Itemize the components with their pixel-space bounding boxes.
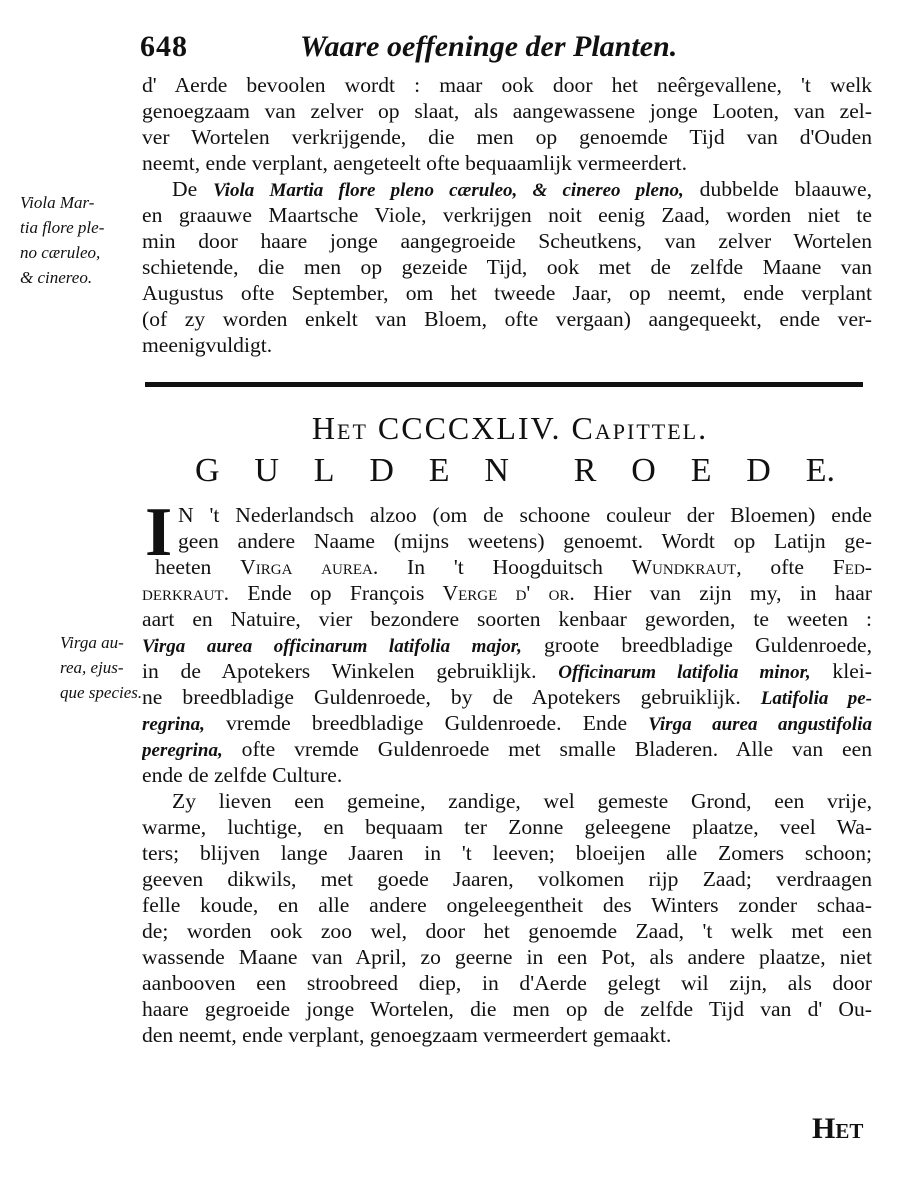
paragraph-intro-body xyxy=(142,580,872,788)
drop-cap: I xyxy=(145,494,173,571)
text-line: en graauwe Maartsche Viole, verkrijgen noit eenig Zaad, worden niet te xyxy=(142,203,872,227)
text-line: wassende Maane van April, zo geerne in een Pot, als andere plaatze, niet xyxy=(142,945,872,969)
latin-name: peregrina, xyxy=(142,740,223,761)
chapter-heading: Het CCCCXLIV. Capittel. xyxy=(311,410,709,446)
paragraph-viola xyxy=(142,176,872,358)
text-line: geen andere Naame (mijns weetens) genoemt. Wordt op Latijn ge- xyxy=(178,529,872,553)
latin-name: Virga aurea xyxy=(240,555,373,579)
text-line: neemt, ende verplant, aengeteelt ofte bequaamlijk vermeerdert. xyxy=(142,151,687,175)
catchword: Het xyxy=(812,1112,864,1145)
paragraph-culture xyxy=(142,788,872,1048)
text-run: heeten xyxy=(155,555,241,579)
text-line: (of zy worden enkelt van Bloem, ofte vergaan) aangequeekt, ende ver- xyxy=(142,307,872,331)
text-run: klei- xyxy=(810,659,872,683)
title-letter: E xyxy=(428,452,450,489)
paragraph-intro-l3 xyxy=(155,554,872,580)
text-run: . Ende op François xyxy=(223,581,443,605)
section-rule xyxy=(145,382,863,387)
text-line: aanbooven een stroobreed diep, in d'Aerde gelegt wil zijn, als door xyxy=(142,971,872,995)
text-line xyxy=(142,176,872,202)
text-line: Augustus ofte September, om het tweede Jaar, op neemt, ende verplant xyxy=(142,281,872,305)
running-title: Waare oeffeninge der Planten. xyxy=(300,30,678,63)
paragraph-intro-head xyxy=(178,502,872,554)
title-letter: D xyxy=(369,452,394,489)
text-line: d' Aerde bevoolen wordt : maar ook door het neêrgevallene, 't welk xyxy=(142,73,872,97)
margin-line: rea, ejus- xyxy=(60,658,124,677)
text-line: ters; blijven lange Jaaren in 't leeven; bloeijen alle Zomers schoon; xyxy=(142,841,872,865)
text-line xyxy=(142,710,872,736)
text-line xyxy=(142,658,872,684)
title-letter: U xyxy=(254,452,279,489)
text-line xyxy=(142,580,872,606)
text-line: min door haare jonge aangegroeide Scheutkens, van zelver Wortelen xyxy=(142,229,872,253)
text-run: dubbelde blaauwe, xyxy=(683,177,872,201)
margin-line: que species. xyxy=(60,683,143,702)
french-name: Verge d' or xyxy=(442,581,570,605)
text-run: ofte vremde Guldenroede met smalle Bladeren. Alle van een xyxy=(222,737,872,761)
text-line: Zy lieven een gemeine, zandige, wel gemeste Grond, een vrije, xyxy=(172,789,872,813)
latin-name: Latifolia pe- xyxy=(760,688,872,709)
text-line xyxy=(142,632,872,658)
text-line: meenigvuldigt. xyxy=(142,333,273,357)
text-line xyxy=(155,554,872,580)
text-run: , ofte xyxy=(736,555,833,579)
german-name: derkraut xyxy=(142,581,224,605)
margin-line: Viola Mar- xyxy=(20,193,95,212)
paragraph-top xyxy=(142,72,872,176)
margin-note-virga xyxy=(60,630,185,705)
text-run: ne breedbladige Guldenroede, by de Apotekers gebruiklijk. xyxy=(142,685,761,709)
text-line: ende de zelfde Culture. xyxy=(142,763,343,787)
text-run: . In 't Hoogduitsch xyxy=(372,555,632,579)
title-letter: E. xyxy=(805,452,835,489)
page-header xyxy=(140,30,860,74)
german-name: Fed- xyxy=(832,555,872,579)
text-line: haare gegroeide jonge Wortelen, die men op de zelfde Tijd van d' Ou- xyxy=(142,997,872,1021)
title-letter: O xyxy=(631,452,656,489)
text-line: felle koude, en alle andere ongeleegentheit des Winters zonder schaa- xyxy=(142,893,872,917)
text-line: schietende, die men op gezeide Tijd, ook met de zelfde Maane van xyxy=(142,255,872,279)
margin-note-viola xyxy=(20,190,145,290)
title-letter: G xyxy=(195,452,220,489)
margin-line: no cæruleo, xyxy=(20,243,101,262)
title-letter: R xyxy=(573,452,597,489)
text-line: de; worden ook zoo wel, door het genoemde Zaad, 't welk met een xyxy=(142,919,872,943)
text-line xyxy=(142,684,872,710)
latin-name: regrina, xyxy=(142,714,205,735)
text-line: N 't Nederlandsch alzoo (om de schoone couleur der Bloemen) ende xyxy=(178,503,872,527)
title-letter: E xyxy=(690,452,712,489)
latin-name: Officinarum latifolia minor, xyxy=(558,662,811,683)
text-run: De xyxy=(172,177,214,201)
text-line: den neemt, ende verplant, genoegzaam vermeerdert gemaakt. xyxy=(142,1023,672,1047)
margin-line: & cinereo. xyxy=(20,268,93,287)
title-letter: N xyxy=(484,452,509,489)
text-run: groote breedbladige Guldenroede, xyxy=(521,633,872,657)
text-run: . Hier van zijn my, in haar xyxy=(569,581,872,605)
text-line: warme, luchtige, en bequaam ter Zonne geleegene plaatze, veel Wa- xyxy=(142,815,872,839)
margin-line: tia flore ple- xyxy=(20,218,105,237)
text-line: genoegzaam van zelver op slaat, als aangewassene jonge Looten, van zel- xyxy=(142,99,872,123)
title-letter: D xyxy=(746,452,771,489)
text-line: geeven dikwils, met goede Jaaren, volkomen rijp Zaad; verdraagen xyxy=(142,867,872,891)
text-run: vremde breedbladige Guldenroede. Ende xyxy=(204,711,649,735)
latin-name: Viola Martia flore pleno cæruleo, & cinereo pleno, xyxy=(213,180,684,201)
latin-name: Virga aurea angustifolia xyxy=(648,714,872,735)
latin-name: Virga aurea officinarum latifolia major, xyxy=(142,636,522,657)
text-run: in de Apotekers Winkelen gebruiklijk. xyxy=(142,659,559,683)
text-line xyxy=(142,736,872,762)
chapter-title xyxy=(195,452,835,490)
text-line: ver Wortelen verkrijgende, die men op genoemde Tijd van d'Ouden xyxy=(142,125,872,149)
margin-line: Virga au- xyxy=(60,633,124,652)
german-name: Wundkraut xyxy=(631,555,737,579)
title-letter: L xyxy=(313,452,335,489)
page-number: 648 xyxy=(140,30,188,63)
text-line: aart en Natuire, vier bezondere soorten kenbaar geworden, te weeten : xyxy=(142,607,872,631)
